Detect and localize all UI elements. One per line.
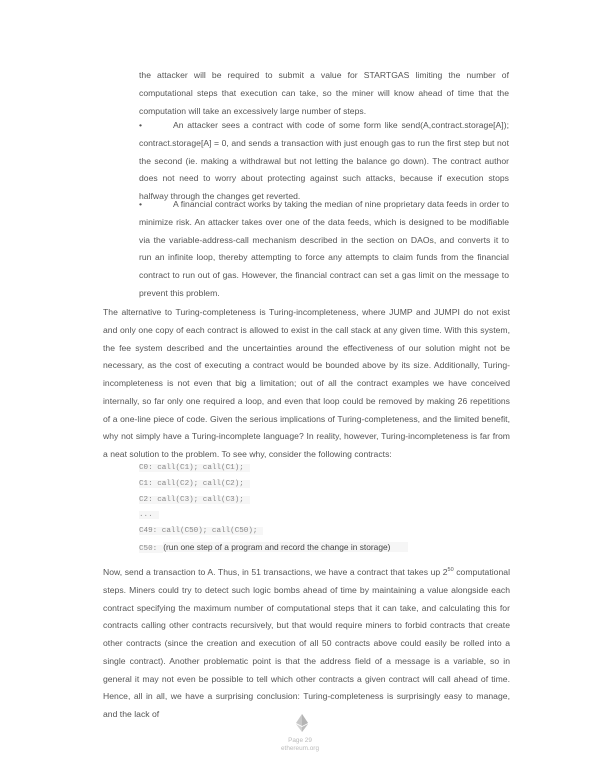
code-label: C50: <box>139 545 163 553</box>
code-text: C1: call(C2); call(C2); <box>139 480 250 488</box>
bullet-text-first: An attacker sees a contract with code of some form like send(A,contract.storage[A]); <box>173 120 509 130</box>
paragraph-text: Now, send a transaction to A. Thus, in 51 transactions, we have a contract that takes up 2 <box>103 567 448 577</box>
code-text: C49: call(C50); call(C50); <box>139 527 263 535</box>
code-line <box>139 493 408 509</box>
bullet-text-rest: minimize risk. An attacker takes over one of the data feeds, which is designed to be modifiable via the variable-address-call mechanism described in the section on DAOs, and converts it to run an infinite loop, thereby attempting to force any attempts to claim funds from the financial contract to run out of gas. However, the financial contract can set a gas limit on the message to prevent this problem. <box>139 216 509 298</box>
code-line <box>139 477 408 493</box>
bullet-icon: • <box>139 120 143 130</box>
paragraph-continuation <box>139 67 509 120</box>
paragraph-text: The alternative to Turing-completeness is Turing-incompleteness, where JUMP and JUMPI do not exist and only one copy of each contract is allowed to exist in the call stack at any given time. With this system, the fee system described and the uncertainties around the effectiveness of our solution might not be necessary, as the cost of executing a contract would be bounded above by its size. Additionally, Turing-incompleteness is not even that big a limitation; out of all the contract examples we have conceived internally, so far only one required a loop, and even that loop could be removed by making 26 repetitions of a one-line piece of code. Given the serious implications of Turing-completeness, and the limited benefit, why not simply have a Turing-incomplete language? In reality, however, Turing-incompleteness is far from a neat solution to the problem. To see why, consider the following contracts: <box>103 307 510 459</box>
code-line <box>139 524 408 540</box>
code-block <box>139 461 408 558</box>
superscript-exponent: 50 <box>447 567 454 574</box>
code-text: C0: call(C1); call(C1); <box>139 464 250 472</box>
bullet-icon: • <box>139 199 143 209</box>
ethereum-diamond-icon <box>296 714 308 732</box>
code-text: C2: call(C3); call(C3); <box>139 496 250 504</box>
bullet-text-first: A financial contract works by taking the median of nine proprietary data feeds in order to <box>173 199 509 209</box>
code-line-last <box>139 540 408 558</box>
footer-site-link[interactable]: ethereum.org <box>280 745 319 752</box>
bullet-text-rest: contract.storage[A] = 0, and sends a transaction with just enough gas to run the first step but not the second (ie. making a withdrawal but not letting the balance go down). The contract author does not need to worry about protecting against such attacks, because if execution stops halfway through the changes get reverted. <box>139 137 509 201</box>
code-line <box>139 508 408 524</box>
bullet-item-attacker-send <box>139 117 509 206</box>
bullet-item-financial-contract <box>139 196 509 303</box>
paragraph-logic-bombs <box>103 564 510 724</box>
code-text: ... <box>139 511 159 519</box>
page-number: Page 29 <box>288 737 312 744</box>
paragraph-turing-incompleteness <box>103 304 510 464</box>
paragraph-text: computational steps. Miners could try to detect such logic bombs ahead of time by maintaining a value alongside each contract specifying the maximum number of computational steps that it can take, and calculating this for contracts calling other contracts recursively, but that would require miners to forbid contracts that create other contracts (since the creation and execution of all 50 contracts above could easily be rolled into a single contract). Another problematic point is that the address field of a message is a variable, so in general it may not even be possible to tell which other contracts a given contract will call ahead of time. Hence, all in all, we have a surprising conclusion: Turing-completeness is surprisingly easy to manage, and the lack of <box>103 567 510 719</box>
paragraph-text: the attacker will be required to submit a value for STARTGAS limiting the number of computational steps that execution can take, so the miner will know ahead of time that the computation will take an excessively large number of steps. <box>139 70 509 116</box>
code-comment: (run one step of a program and record the change in storage) <box>163 542 408 552</box>
code-line <box>139 461 408 477</box>
